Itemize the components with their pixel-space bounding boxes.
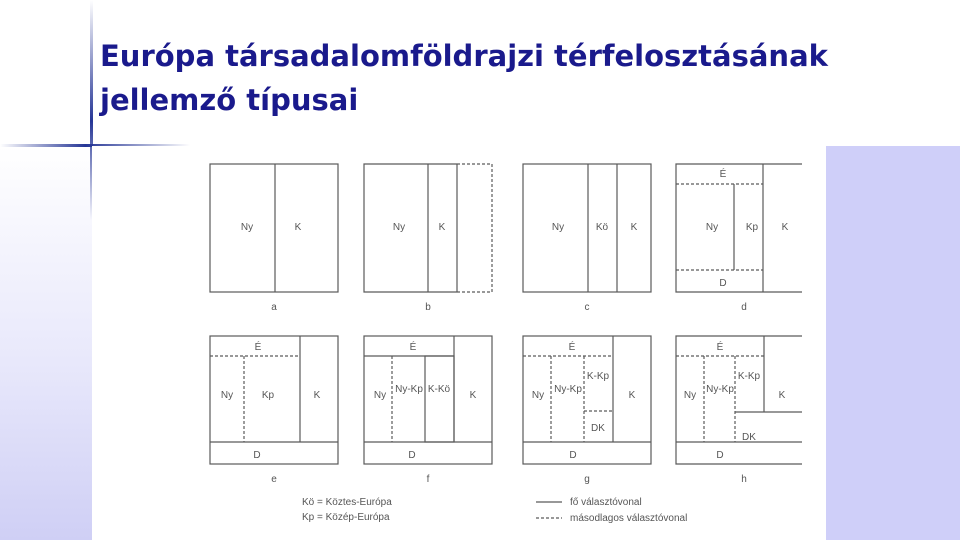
diagram-g-region-k-kp: K-Kp [586, 371, 610, 382]
diagram-a-frame [210, 164, 338, 292]
diagram-b [364, 164, 492, 313]
diagram-g-region-ny: Ny [531, 390, 545, 401]
diagram-d-region-e: É [719, 169, 727, 180]
diagram-e-region-k: K [313, 390, 321, 401]
diagram-h-region-dk: DK [742, 432, 756, 443]
diagram-h-region-k-kp: K-Kp [737, 371, 761, 382]
diagram-e-label: e [271, 474, 277, 485]
diagram-h-label: h [741, 474, 747, 485]
diagram-g-region-dk: DK [591, 423, 605, 434]
diagram-d-region-d: D [719, 278, 727, 289]
diagram-e-region-kp: Kp [261, 390, 275, 401]
diagram-f-region-ny-kp: Ny-Kp [395, 384, 423, 395]
diagram-f-region-e: É [409, 342, 417, 353]
diagram-g-region-ny-kp: Ny-Kp [554, 384, 582, 395]
typology-diagrams [92, 146, 826, 540]
diagram-e-region-e: É [254, 342, 262, 353]
left-gradient-panel [0, 146, 92, 540]
legend [302, 497, 687, 524]
legend-abbr-ko: Kö = Köztes-Európa [302, 497, 392, 508]
diagram-c-region-k: K [630, 222, 638, 233]
diagram-c [523, 164, 651, 313]
diagram-a-region-k: K [294, 222, 302, 233]
diagram-g-region-k: K [628, 390, 636, 401]
diagram-d-region-ny: Ny [705, 222, 719, 233]
diagram-g-region-d: D [569, 450, 577, 461]
diagram-h-region-ny: Ny [683, 390, 697, 401]
legend-dashed-label: másodlagos választóvonal [570, 513, 688, 524]
diagram-f-label: f [426, 474, 430, 485]
diagram-f-k-ko-box [425, 356, 454, 442]
slide-title-line-2: jellemző típusai [100, 83, 359, 117]
diagram-f-region-k: K [469, 390, 477, 401]
diagram-h-region-e: É [716, 342, 724, 353]
slide-title-line-1: Európa társadalomföldrajzi térfelosztásának [100, 39, 828, 73]
diagram-c-label: c [584, 302, 590, 313]
diagram-d-label: d [741, 302, 747, 313]
diagram-a-region-ny: Ny [240, 222, 254, 233]
diagram-e-region-d: D [253, 450, 261, 461]
diagram-e-region-ny: Ny [220, 390, 234, 401]
diagram-e [210, 336, 338, 485]
diagram-d [676, 164, 802, 313]
diagram-h-region-ny-kp: Ny-Kp [706, 384, 734, 395]
diagram-b-label: b [425, 302, 431, 313]
diagram-a [210, 164, 338, 313]
diagram-b-region-k: K [438, 222, 446, 233]
legend-solid-label: fő választóvonal [570, 497, 642, 508]
diagram-f-region-d: D [408, 450, 416, 461]
diagram-d-region-kp: Kp [745, 222, 759, 233]
diagram-f-region-ny: Ny [373, 390, 387, 401]
diagram-h-region-d: D [716, 450, 724, 461]
diagram-f [364, 336, 492, 485]
diagram-f-region-k-ko: K-Kö [427, 384, 451, 395]
diagram-h-region-k: K [778, 390, 786, 401]
slide-title [100, 34, 940, 122]
diagram-g [523, 336, 651, 485]
diagram-c-region-ny: Ny [551, 222, 565, 233]
diagram-g-region-e: É [568, 342, 576, 353]
diagram-g-label: g [584, 474, 590, 485]
diagram-a-label: a [271, 302, 277, 313]
legend-abbr-kp: Kp = Közép-Európa [302, 512, 390, 523]
diagram-b-dashed-edge [457, 164, 492, 292]
diagram-c-region-ko: Kö [595, 222, 609, 233]
diagram-h [676, 336, 802, 485]
diagram-b-region-ny: Ny [392, 222, 406, 233]
diagram-d-region-k: K [781, 222, 789, 233]
right-lavender-panel [826, 146, 960, 540]
typology-figure [92, 146, 826, 540]
